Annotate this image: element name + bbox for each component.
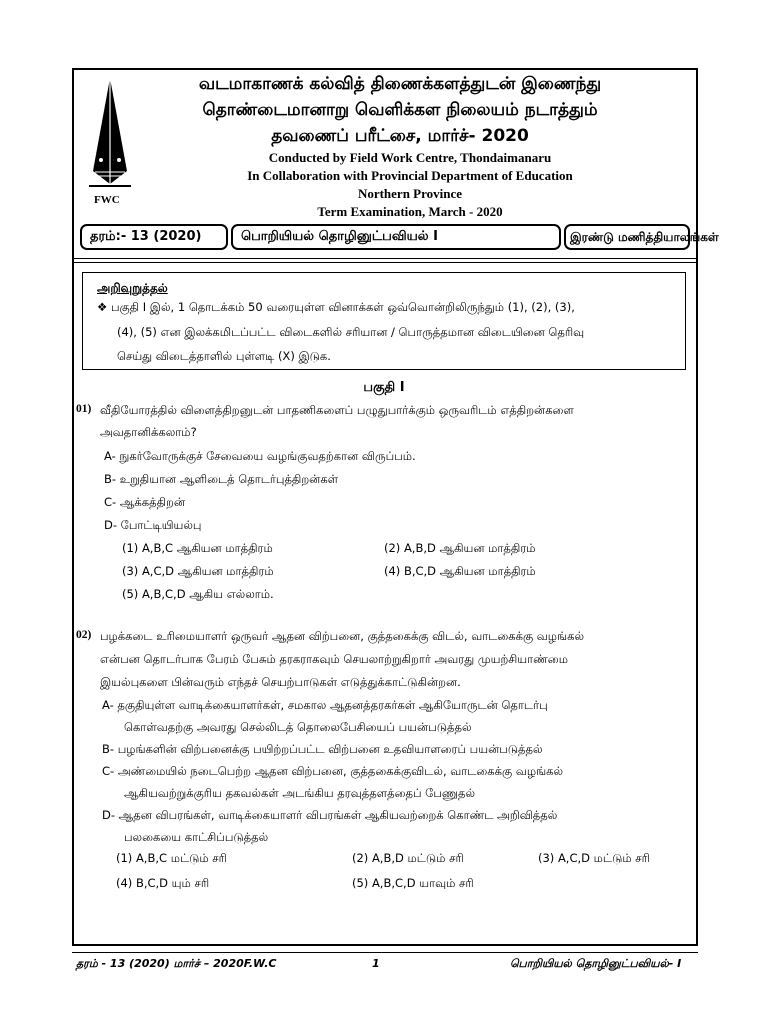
header-tamil-line3: தவணைப் பரீட்சை, மார்ச்- 2020 [271, 126, 529, 146]
footer-right: பொறியியல் தொழினுட்பவியல்- I [510, 957, 682, 970]
footer-left: தரம் - 13 (2020) மார்ச் – 2020F.W.C [76, 957, 277, 970]
statement-item: ஆகியவற்றுக்குரிய தகவல்கள் அடங்கிய தரவுத்தளத்தைப் பேணுதல் [124, 786, 476, 800]
instructions-line: ❖ பகுதி I இல், 1 தொடக்கம் 50 வரையுள்ள வினாக்கள் ஒவ்வொன்றிலிருந்தும் (1), (2), (3), [97, 300, 575, 314]
answer-option: (1) A,B,C ஆகியன மாத்திரம் [122, 541, 273, 555]
instructions-box [82, 272, 686, 370]
fwc-logo [85, 76, 135, 196]
header-english-line4: Term Examination, March - 2020 [317, 204, 503, 219]
statement-item: கொள்வதற்கு அவரது செல்லிடத் தொலைபேசியைப் பயன்படுத்தல் [124, 720, 472, 734]
statement-item: B- உறுதியான ஆளிடைத் தொடர்புத்திறன்கள் [104, 472, 339, 486]
header-english-line2: In Collaboration with Provincial Department of Education [247, 168, 573, 183]
subject-box: பொறியியல் தொழினுட்பவியல் I [231, 224, 561, 250]
question-text: அவதானிக்கலாம்? [100, 425, 197, 439]
instructions-title: அறிவுறுத்தல் [97, 281, 168, 295]
answer-option: (3) A,C,D ஆகியன மாத்திரம் [122, 564, 274, 578]
page-number: 1 [372, 957, 380, 970]
statement-item: A- தகுதியுள்ள வாடிக்கையாளர்கள், சமகால ஆதனத்தரகர்கள் ஆகியோருடன் தொடர்பு [102, 698, 548, 712]
answer-option: (3) A,C,D மட்டும் சரி [538, 851, 650, 865]
statement-item: C- அண்மையில் நடைபெற்ற ஆதன விற்பனை, குத்தகைக்குவிடல், வாடகைக்கு வழங்கல் [102, 764, 564, 778]
header-english-line1: Conducted by Field Work Centre, Thondaimanaru [268, 150, 552, 165]
exam-info-bar [80, 224, 719, 252]
answer-option: (4) B,C,D யும் சரி [116, 876, 210, 890]
grade-box: தரம்:- 13 (2020) [80, 224, 228, 250]
logo-text: FWC [94, 194, 120, 206]
statement-item: D- ஆதன விபரங்கள், வாடிக்கையாளர் விபரங்கள் ஆகியவற்றைக் கொண்ட அறிவித்தல் [102, 808, 558, 822]
statement-item: D- போட்டியியல்பு [104, 518, 202, 532]
header-tamil-line2: தொண்டைமானாறு வெளிக்கள நிலையம் நடாத்தும் [202, 100, 598, 120]
instructions-line: (4), (5) என இலக்கமிடப்பட்ட விடைகளில் சரியான / பொருத்தமான விடையினை தெரிவு [117, 325, 585, 339]
duration-box: இரண்டு மணித்தியாலங்கள் [564, 224, 690, 250]
statement-item: B- பழங்களின் விற்பனைக்கு பயிற்றப்பட்ட விற்பனை உதவியாளரைப் பயன்படுத்தல் [102, 742, 543, 756]
answer-option: (2) A,B,D ஆகியன மாத்திரம் [384, 541, 536, 555]
question-number: 02) [76, 629, 92, 641]
statement-item: A- நுகர்வோருக்குச் சேவையை வழங்குவதற்கான விருப்பம். [104, 449, 416, 463]
answer-option: (4) B,C,D ஆகியன மாத்திரம் [384, 564, 536, 578]
answer-option: (1) A,B,C மட்டும் சரி [116, 851, 227, 865]
header-english-line3: Northern Province [357, 186, 463, 201]
answer-option: (5) A,B,C,D ஆகிய எல்லாம். [122, 587, 274, 601]
question-number: 01) [76, 403, 92, 415]
question-text: இயல்புகளை பின்வரும் எந்தச் செயற்பாடுகள் எடுத்துக்காட்டுகின்றன. [100, 675, 461, 689]
divider [74, 258, 696, 259]
question-text: என்பன தொடர்பாக பேரம் பேசும் தரகராகவும் செயலாற்றுகிறார் அவரது முயற்சியாண்மை [100, 652, 568, 666]
statement-item: C- ஆக்கத்திறன் [104, 495, 185, 509]
instructions-line: செய்து விடைத்தாளில் புள்ளடி (X) இடுக. [117, 349, 331, 363]
answer-option: (2) A,B,D மட்டும் சரி [352, 851, 464, 865]
header-tamil-line1: வடமாகாணக் கல்வித் திணைக்களத்துடன் இணைந்து [198, 74, 602, 94]
statement-item: பலகையை காட்சிப்படுத்தல் [124, 830, 269, 844]
question-text: வீதியோரத்தில் விளைத்திறனுடன் பாதணிகளைப் பழுதுபார்க்கும் ஒருவரிடம் எத்திறன்களை [100, 403, 574, 417]
part-title: பகுதி I [363, 380, 405, 395]
divider [74, 262, 696, 263]
footer-divider [72, 952, 698, 953]
answer-option: (5) A,B,C,D யாவும் சரி [352, 876, 474, 890]
question-text: பழக்கடை உரிமையாளர் ஒருவர் ஆதன விற்பனை, குத்தகைக்கு விடல், வாடகைக்கு வழங்கல் [100, 629, 585, 643]
